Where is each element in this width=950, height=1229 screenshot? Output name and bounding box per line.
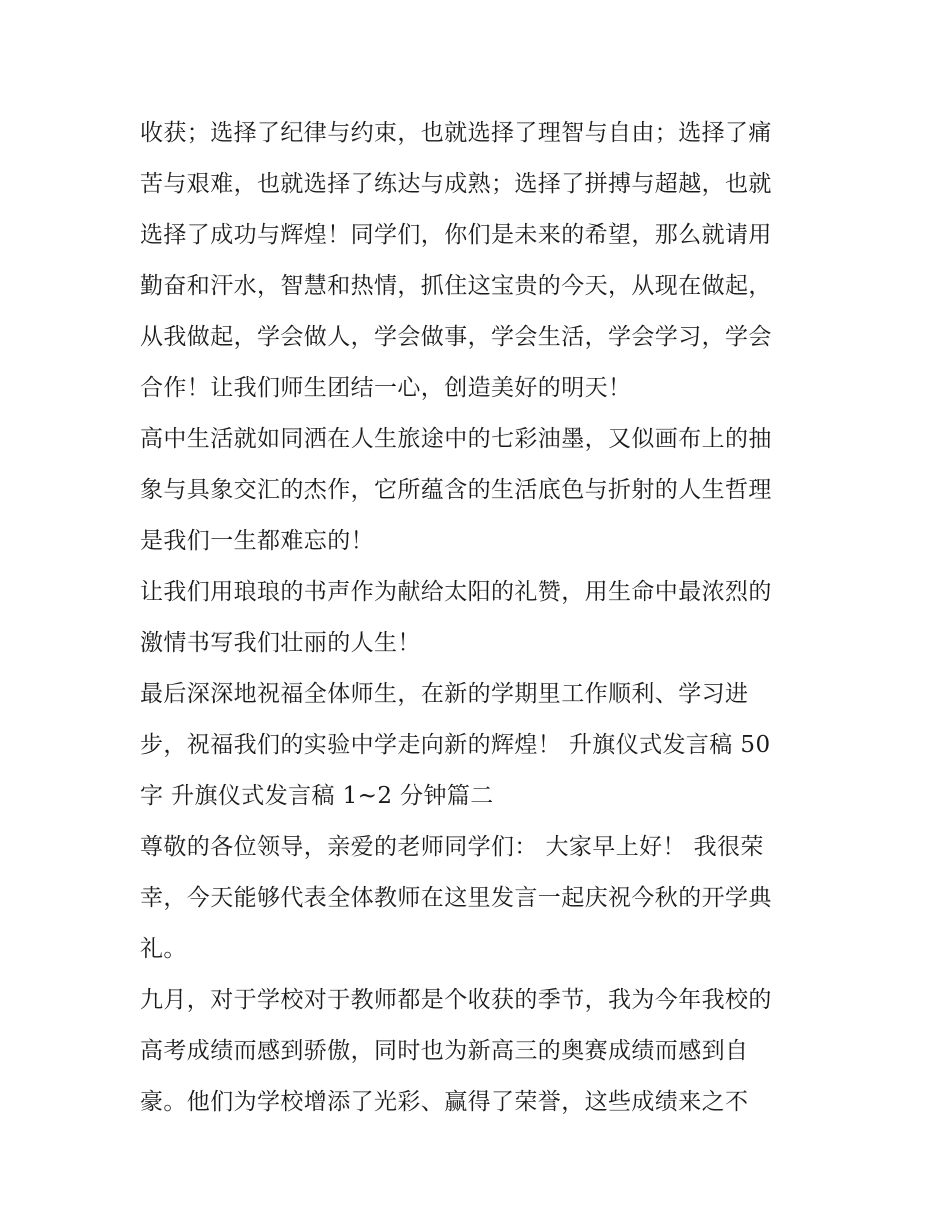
text-line-8: 象与具象交汇的杰作，它所蕴含的生活底色与折射的人生哲理 [140,477,772,503]
text-line-6: 合作！让我们师生团结一心，创造美好的明天！ [140,375,632,401]
text-line-12: 最后深深地祝福全体师生，在新的学期里工作顺利、学习进 [140,681,749,707]
text-line-13: 步，祝福我们的实验中学走向新的辉煌！ 升旗仪式发言稿 50 [140,732,771,758]
text-line-14: 字 升旗仪式发言稿 1~2 分钟篇二 [140,783,494,809]
text-line-10: 让我们用琅琅的书声作为献给太阳的礼赞，用生命中最浓烈的 [140,579,772,605]
text-line-7: 高中生活就如同洒在人生旅途中的七彩油墨，又似画布上的抽 [140,426,772,452]
document-body [140,108,820,1128]
text-line-18: 九月，对于学校对于教师都是个收获的季节，我为今年我校的 [140,987,772,1013]
text-line-19: 高考成绩而感到骄傲，同时也为新高三的奥赛成绩而感到自 [140,1038,749,1064]
text-line-20: 豪。他们为学校增添了光彩、赢得了荣誉，这些成绩来之不 [140,1089,749,1115]
text-line-15: 尊敬的各位领导，亲爱的老师同学们： 大家早上好！ 我很荣 [140,834,764,860]
text-line-2: 苦与艰难，也就选择了练达与成熟；选择了拼搏与超越，也就 [140,171,772,197]
text-line-4: 勤奋和汗水，智慧和热情，抓住这宝贵的今天，从现在做起， [140,273,772,299]
text-line-9: 是我们一生都难忘的！ [140,528,374,554]
text-line-1: 收获；选择了纪律与约束，也就选择了理智与自由；选择了痛 [140,120,772,146]
text-line-5: 从我做起，学会做人，学会做事，学会生活，学会学习，学会 [140,324,772,350]
text-line-17: 礼。 [140,936,187,962]
text-line-16: 幸，今天能够代表全体教师在这里发言一起庆祝今秋的开学典 [140,885,772,911]
text-line-11: 激情书写我们壮丽的人生！ [140,630,421,656]
text-line-3: 选择了成功与辉煌！同学们，你们是未来的希望，那么就请用 [140,222,772,248]
